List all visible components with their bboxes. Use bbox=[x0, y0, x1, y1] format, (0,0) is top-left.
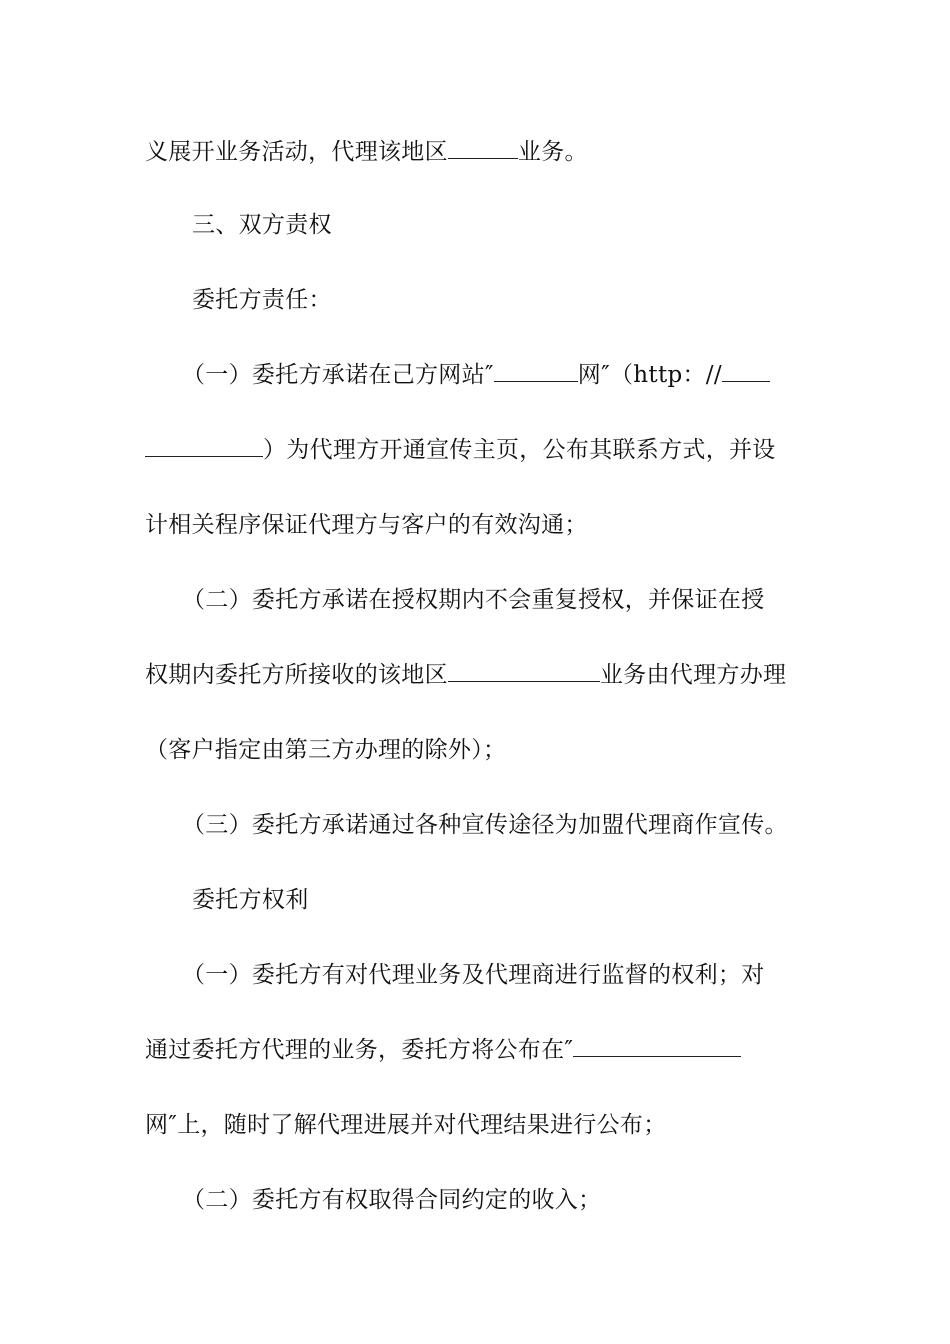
fill-blank bbox=[722, 361, 770, 382]
heading-text: 三、双方责权 bbox=[192, 212, 332, 238]
line-text: （一）委托方承诺在己方网站″ bbox=[182, 362, 494, 388]
line-text: 业务由代理方办理 bbox=[599, 662, 787, 688]
text-line-14 bbox=[145, 1110, 810, 1140]
line-text: 业务。 bbox=[517, 139, 588, 165]
text-line-8 bbox=[145, 660, 810, 690]
text-line-4 bbox=[182, 360, 810, 390]
text-line-10 bbox=[182, 810, 810, 840]
subheading-client-rights bbox=[192, 885, 810, 915]
fill-blank bbox=[145, 436, 263, 457]
line-text: 计相关程序保证代理方与客户的有效沟通； bbox=[145, 512, 588, 538]
text-line-12 bbox=[182, 960, 810, 990]
heading-text: 委托方责任： bbox=[192, 287, 332, 313]
text-line-5 bbox=[145, 435, 810, 465]
fill-blank bbox=[448, 138, 518, 159]
line-text: 权期内委托方所接收的该地区 bbox=[145, 662, 448, 688]
line-text: （二）委托方有权取得合同约定的收入； bbox=[182, 1187, 602, 1213]
text-line-9 bbox=[145, 735, 810, 765]
text-line-1 bbox=[145, 137, 810, 167]
text-line-15 bbox=[182, 1185, 810, 1215]
heading-text: 委托方权利 bbox=[192, 887, 309, 913]
line-text: 通过委托方代理的业务，委托方将公布在″ bbox=[145, 1037, 574, 1063]
fill-blank bbox=[573, 1036, 741, 1057]
text-line-6 bbox=[145, 510, 810, 540]
fill-blank bbox=[494, 361, 578, 382]
line-text: （一）委托方有对代理业务及代理商进行监督的权利；对 bbox=[182, 962, 765, 988]
line-text: ）为代理方开通宣传主页，公布其联系方式，并设 bbox=[263, 437, 776, 463]
fill-blank bbox=[448, 661, 600, 682]
text-line-13 bbox=[145, 1035, 810, 1065]
section-heading-3 bbox=[192, 210, 810, 240]
line-text: （二）委托方承诺在授权期内不会重复授权，并保证在授 bbox=[182, 587, 765, 613]
subheading-client-duties bbox=[192, 285, 810, 315]
line-text: 义展开业务活动，代理该地区 bbox=[145, 139, 448, 165]
line-text: （客户指定由第三方办理的除外）； bbox=[145, 737, 507, 763]
line-text: 网″（http：// bbox=[577, 362, 722, 388]
text-line-7 bbox=[182, 585, 810, 615]
line-text: （三）委托方承诺通过各种宣传途径为加盟代理商作宣传。 bbox=[182, 812, 788, 838]
line-text: 网″上，随时了解代理进展并对代理结果进行公布； bbox=[145, 1112, 667, 1138]
